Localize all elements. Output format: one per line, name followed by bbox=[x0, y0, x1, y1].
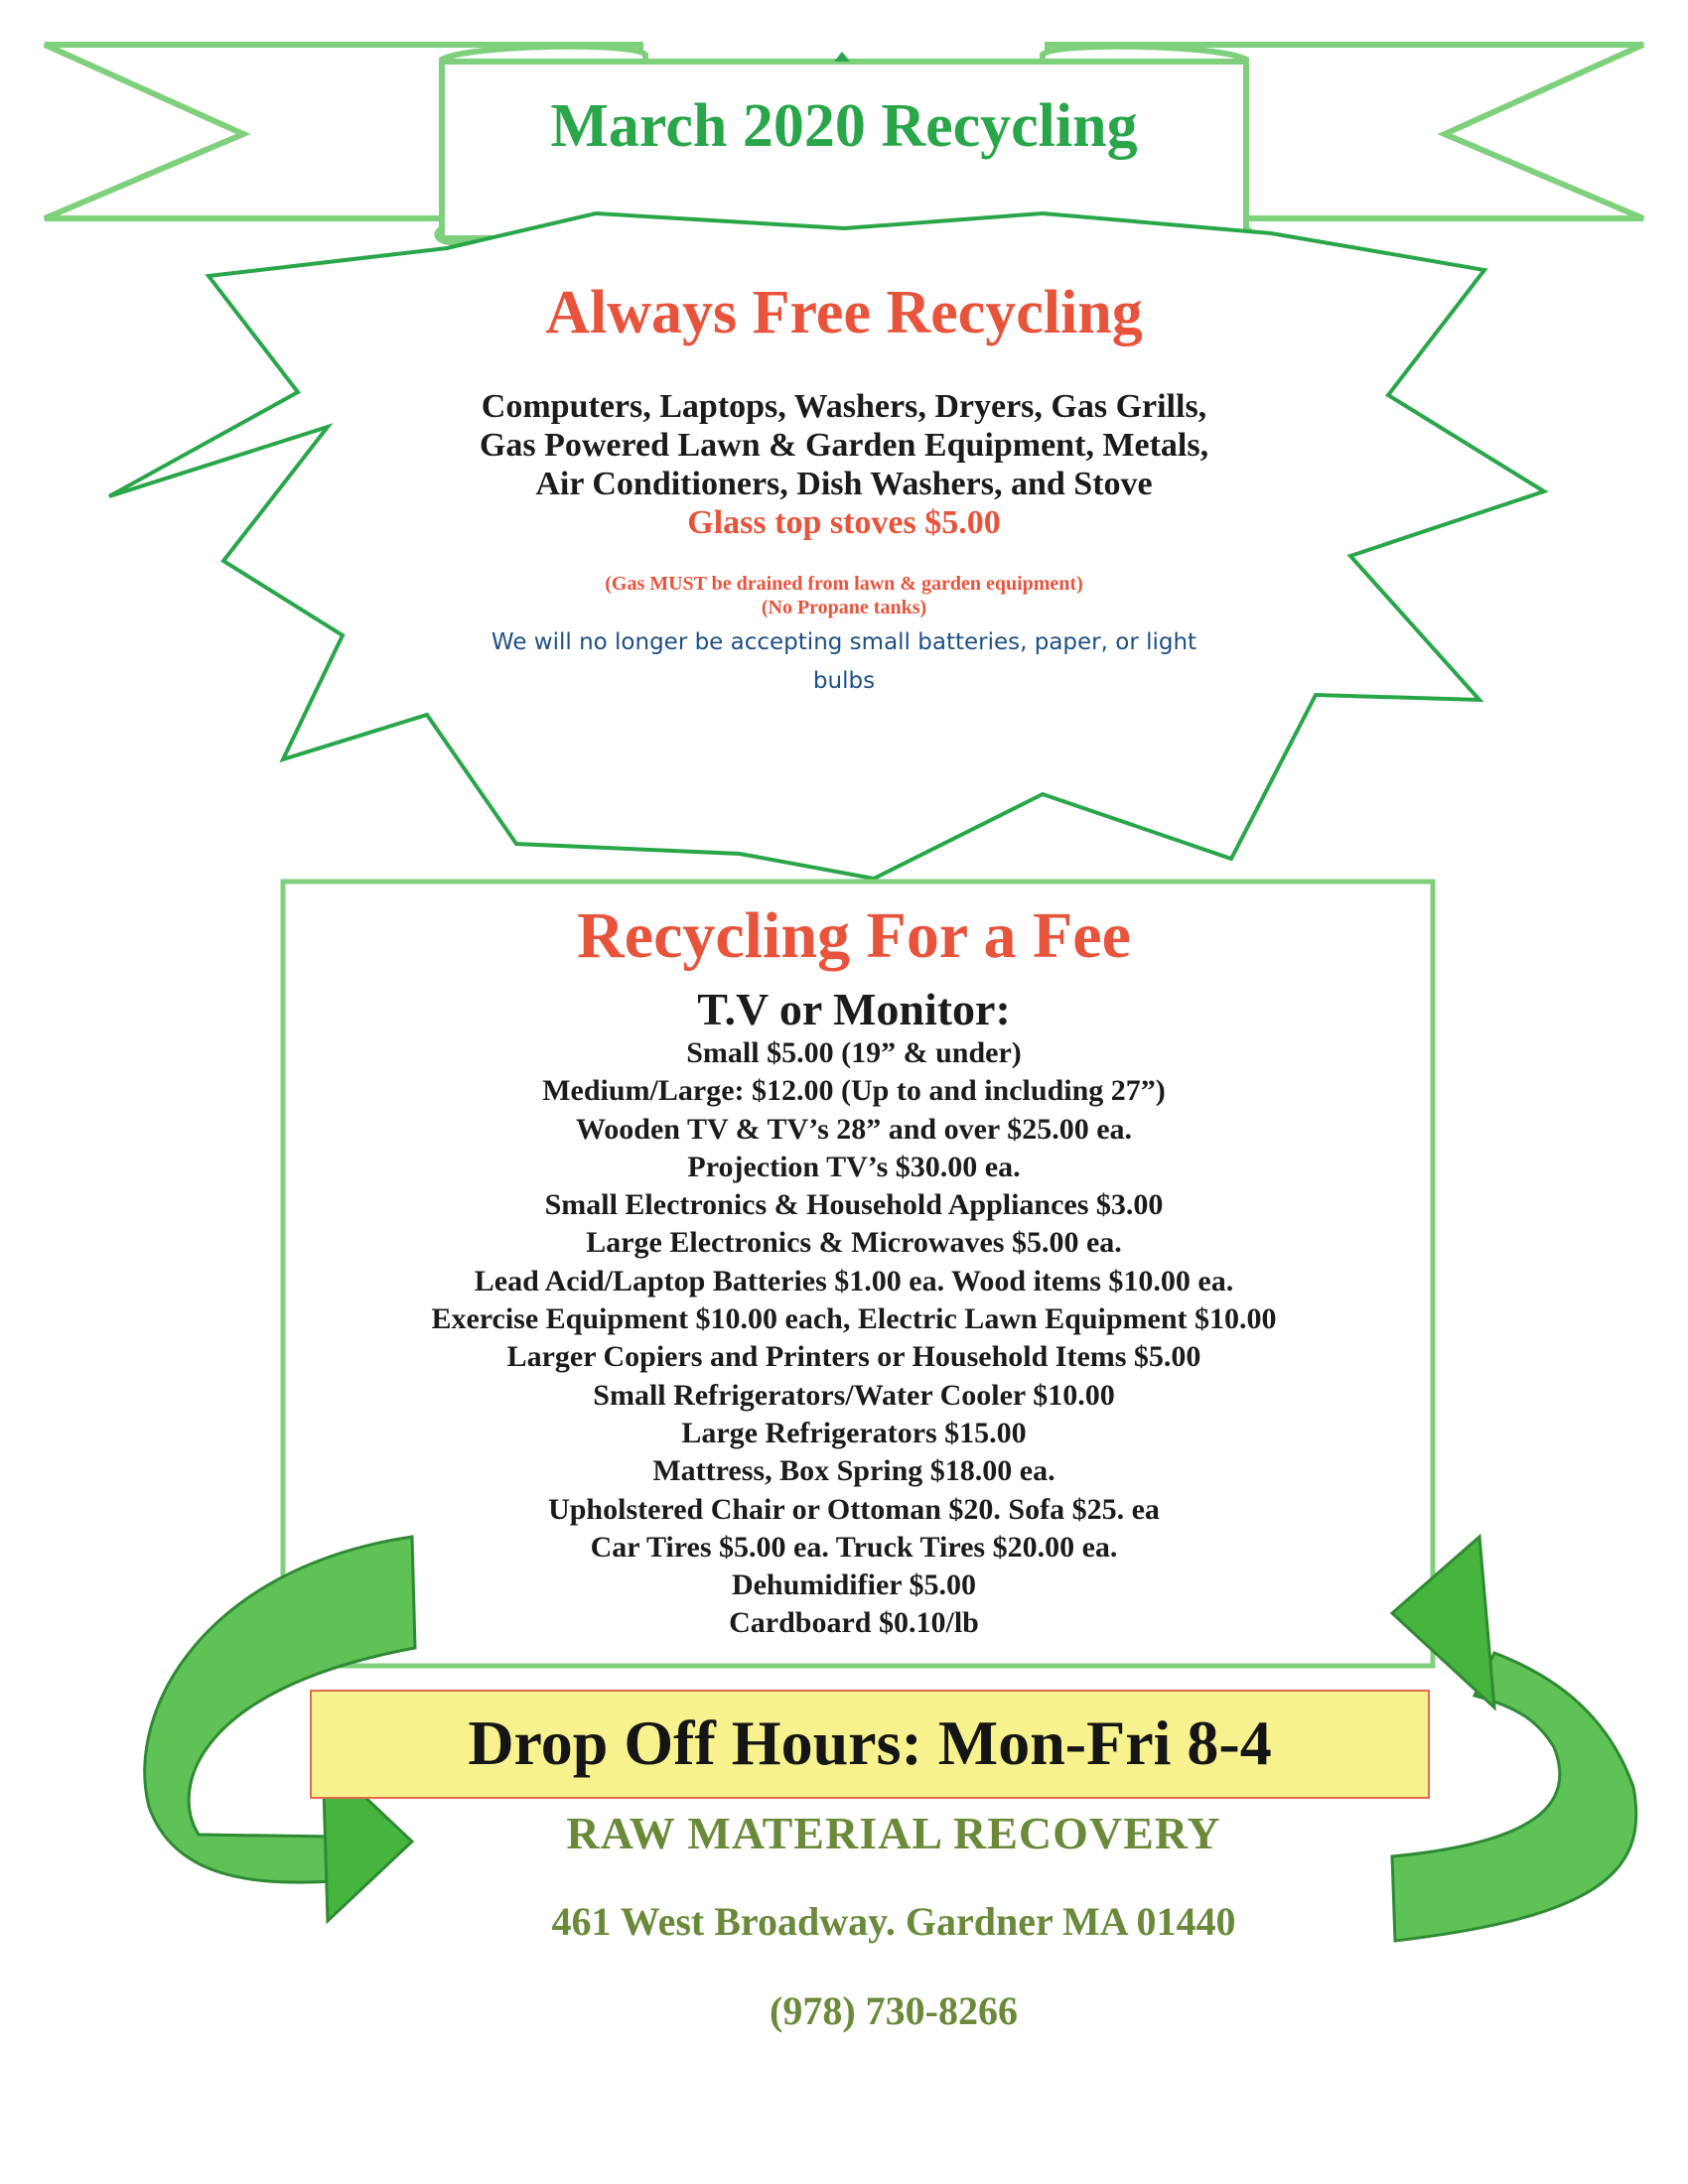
fee-item: Mattress, Box Spring $18.00 ea. bbox=[652, 1454, 1055, 1488]
page-title: March 2020 Recycling bbox=[550, 92, 1138, 160]
free-item-line: Gas Powered Lawn & Garden Equipment, Metals, bbox=[479, 427, 1209, 464]
fee-item: Cardboard $0.10/lb bbox=[729, 1606, 979, 1640]
company-address: 461 West Broadway. Gardner MA 01440 bbox=[551, 1899, 1236, 1944]
banner-tip bbox=[834, 52, 850, 62]
tv-monitor-subheading: T.V or Monitor: bbox=[697, 984, 1011, 1034]
fee-item: Wooden TV & TV’s 28” and over $25.00 ea. bbox=[575, 1112, 1133, 1146]
fee-item: Upholstered Chair or Ottoman $20. Sofa $25. ea bbox=[548, 1492, 1160, 1526]
company-phone: (978) 730-8266 bbox=[770, 1988, 1018, 2033]
fee-item: Car Tires $5.00 ea. Truck Tires $20.00 ea. bbox=[590, 1530, 1118, 1564]
fee-item: Larger Copiers and Printers or Household Items $5.00 bbox=[506, 1340, 1201, 1374]
fee-item: Exercise Equipment $10.00 each, Electric Lawn Equipment $10.00 bbox=[431, 1302, 1277, 1336]
glass-top-stove-note: Glass top stoves $5.00 bbox=[687, 504, 1001, 541]
fee-item: Dehumidifier $5.00 bbox=[731, 1569, 977, 1602]
fee-item: Large Electronics & Microwaves $5.00 ea. bbox=[586, 1226, 1122, 1260]
fee-item: Medium/Large: $12.00 (Up to and including 27”) bbox=[542, 1074, 1166, 1108]
fee-item: Projection TV’s $30.00 ea. bbox=[687, 1150, 1021, 1183]
fee-item: Lead Acid/Laptop Batteries $1.00 ea. Wood items $10.00 ea. bbox=[474, 1264, 1234, 1297]
fee-item: Large Refrigerators $15.00 bbox=[681, 1416, 1027, 1449]
company-name: RAW MATERIAL RECOVERY bbox=[566, 1808, 1221, 1858]
free-item-line: Air Conditioners, Dish Washers, and Stove bbox=[535, 466, 1153, 502]
drop-off-hours-banner: Drop Off Hours: Mon-Fri 8-4 bbox=[310, 1690, 1430, 1799]
no-longer-accepting-notice: We will no longer be accepting small batteries, paper, or light bulbs bbox=[491, 629, 1197, 694]
free-item-line: Computers, Laptops, Washers, Dryers, Gas Grills, bbox=[481, 388, 1207, 425]
fee-item: Small $5.00 (19” & under) bbox=[686, 1036, 1022, 1069]
fee-item: Small Refrigerators/Water Cooler $10.00 bbox=[593, 1378, 1115, 1412]
free-recycling-heading: Always Free Recycling bbox=[545, 279, 1143, 346]
propane-note: (No Propane tanks) bbox=[761, 597, 927, 618]
fee-item: Small Electronics & Household Appliances $3.00 bbox=[544, 1188, 1164, 1222]
fee-item-list bbox=[288, 1034, 1420, 1643]
fee-recycling-heading: Recycling For a Fee bbox=[577, 899, 1131, 972]
gas-drain-note: (Gas MUST be drained from lawn & garden equipment) bbox=[605, 573, 1083, 595]
free-recycling-list bbox=[298, 387, 1390, 701]
